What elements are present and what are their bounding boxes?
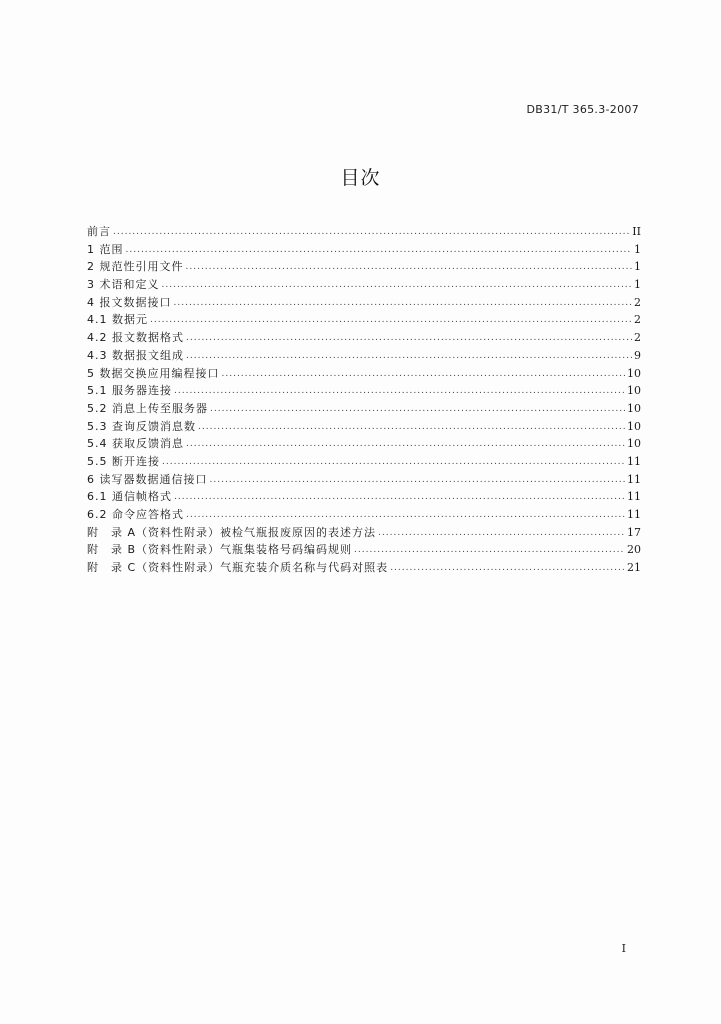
document-code: DB31/T 365.3-2007 <box>526 103 639 116</box>
toc-entry-label: 前言 <box>87 225 111 238</box>
toc-leader-dots <box>174 489 625 507</box>
toc-leader-dots <box>378 525 625 543</box>
toc-entry-label: 6 读写器数据通信接口 <box>87 472 208 486</box>
toc-entry[interactable] <box>87 329 641 347</box>
toc-entry-label: 1 范围 <box>87 242 124 256</box>
page-number: I <box>621 942 626 955</box>
toc-entry-page: 1 <box>634 278 641 292</box>
toc-entry-page: 10 <box>627 437 641 451</box>
toc-entry[interactable] <box>87 541 641 559</box>
toc-entry-label: 2 规范性引用文件 <box>87 260 184 274</box>
toc-entry-page: 10 <box>627 401 641 415</box>
toc-entry-page: 1 <box>634 260 641 274</box>
toc-entry[interactable] <box>87 435 641 453</box>
toc-entry[interactable] <box>87 241 641 259</box>
toc-entry[interactable] <box>87 276 641 294</box>
toc-entry[interactable] <box>87 223 641 241</box>
toc-entry-label: 3 术语和定义 <box>87 278 160 292</box>
toc-entry-label: 6.1 通信帧格式 <box>87 490 172 504</box>
toc-entry-label: 4.1 数据元 <box>87 313 148 327</box>
toc-entry[interactable] <box>87 365 641 383</box>
toc-entry-label: 附 录 C（资料性附录）气瓶充装介质名称与代码对照表 <box>87 561 389 575</box>
toc-leader-dots <box>210 401 625 419</box>
toc-entry-page: 20 <box>627 543 641 557</box>
toc-entry-page: 11 <box>627 508 641 521</box>
toc-entry-label: 6.2 命令应答格式 <box>87 508 184 521</box>
toc-entry-label: 附 录 A（资料性附录）被检气瓶报废原因的表述方法 <box>87 525 377 539</box>
toc-entry[interactable] <box>87 311 641 329</box>
toc-entry-page: 21 <box>627 561 641 575</box>
toc-entry-page: 10 <box>627 419 641 433</box>
toc-entry-label: 5 数据交换应用编程接口 <box>87 366 220 380</box>
toc-leader-dots <box>354 542 625 560</box>
toc-entry-page: 1 <box>634 242 641 256</box>
toc-entry[interactable] <box>87 400 641 418</box>
toc-entry[interactable] <box>87 453 641 471</box>
toc-leader-dots <box>210 472 626 490</box>
toc-entry-label: 5.4 获取反馈消息 <box>87 437 184 451</box>
toc-entry-label: 4.3 数据报文组成 <box>87 348 184 362</box>
page-title: 目次 <box>340 167 381 189</box>
toc-entry-page: 11 <box>627 454 641 468</box>
toc-leader-dots <box>174 295 633 313</box>
table-of-contents <box>87 223 641 577</box>
toc-entry-label: 5.1 服务器连接 <box>87 384 172 398</box>
toc-entry[interactable] <box>87 418 641 436</box>
toc-entry[interactable] <box>87 488 641 506</box>
toc-leader-dots <box>198 419 625 437</box>
toc-leader-dots <box>150 312 632 330</box>
toc-leader-dots <box>126 242 633 260</box>
toc-entry[interactable] <box>87 294 641 312</box>
toc-entry-label: 附 录 B（资料性附录）气瓶集装格号码编码规则 <box>87 543 353 557</box>
toc-entry-label: 5.5 断开连接 <box>87 454 160 468</box>
toc-leader-dots <box>186 348 632 366</box>
toc-entry-page: 11 <box>627 472 641 486</box>
toc-leader-dots <box>162 454 625 472</box>
toc-entry-label: 5.2 消息上传至服务器 <box>87 401 208 415</box>
toc-entry[interactable] <box>87 506 641 524</box>
toc-entry-page: 10 <box>627 384 641 398</box>
toc-entry-page: 2 <box>634 295 641 309</box>
toc-leader-dots <box>186 330 632 348</box>
toc-leader-dots <box>186 507 625 525</box>
toc-leader-dots <box>174 383 625 401</box>
toc-leader-dots <box>222 366 626 384</box>
toc-entry-page: II <box>632 225 641 238</box>
toc-entry-label: 5.3 查询反馈消息数 <box>87 419 196 433</box>
toc-entry[interactable] <box>87 382 641 400</box>
toc-entry-label: 4.2 报文数据格式 <box>87 331 184 345</box>
toc-leader-dots <box>162 277 633 295</box>
toc-entry[interactable] <box>87 524 641 542</box>
toc-entry-page: 10 <box>627 366 641 380</box>
toc-entry-page: 2 <box>634 331 641 345</box>
toc-entry-page: 9 <box>634 348 641 362</box>
toc-leader-dots <box>186 436 625 454</box>
toc-entry-page: 17 <box>627 525 641 539</box>
toc-entry-page: 11 <box>627 490 641 504</box>
toc-entry[interactable] <box>87 347 641 365</box>
toc-entry-page: 2 <box>634 313 641 327</box>
toc-entry[interactable] <box>87 258 641 276</box>
toc-entry[interactable] <box>87 471 641 489</box>
toc-entry-label: 4 报文数据接口 <box>87 295 172 309</box>
toc-leader-dots <box>390 560 625 578</box>
toc-leader-dots <box>186 259 633 277</box>
toc-entry[interactable] <box>87 559 641 577</box>
toc-leader-dots <box>113 224 630 242</box>
